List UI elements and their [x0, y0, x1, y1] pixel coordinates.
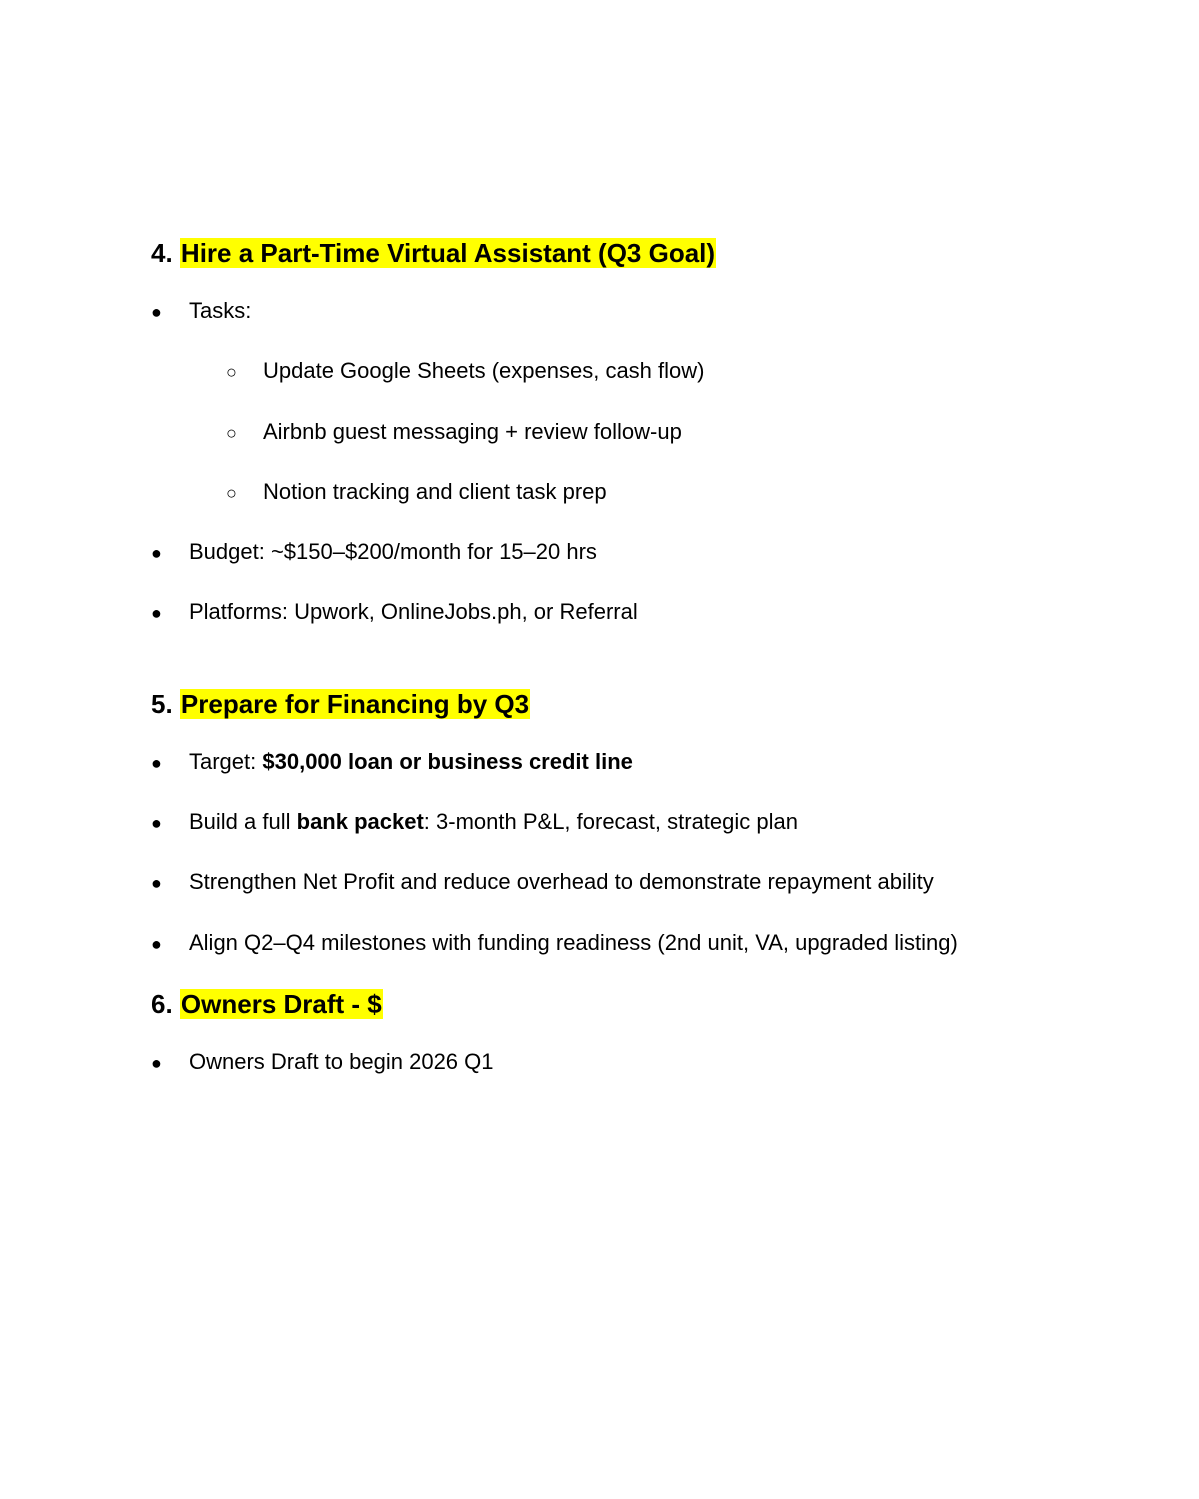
- list-item-text: Owners Draft to begin 2026 Q1: [189, 1049, 494, 1074]
- list-item: [151, 929, 958, 957]
- section-number: 5.: [151, 689, 173, 719]
- list-item: [151, 808, 798, 836]
- section-heading-6: [151, 988, 383, 1020]
- list-item: [151, 598, 638, 626]
- section-title: Owners Draft - $: [180, 989, 382, 1019]
- list-item-suffix: : 3-month P&L, forecast, strategic plan: [423, 809, 798, 834]
- list-item-text: Airbnb guest messaging + review follow-up: [263, 419, 682, 444]
- list-item-bold: $30,000 loan or business credit line: [262, 749, 633, 774]
- section-heading-4: [151, 237, 716, 269]
- bullet-icon: ●: [151, 873, 162, 893]
- list-item-text: Tasks:: [189, 298, 252, 323]
- section-number: 4.: [151, 238, 173, 268]
- list-item: [151, 748, 633, 776]
- list-item-text: Strengthen Net Profit and reduce overhead to demonstrate repayment ability: [189, 869, 934, 894]
- bullet-icon: ●: [151, 543, 162, 563]
- sub-list-item: [226, 478, 607, 506]
- list-item-text: Platforms: Upwork, OnlineJobs.ph, or Referral: [189, 599, 638, 624]
- section-title: Hire a Part-Time Virtual Assistant (Q3 Goal): [180, 238, 716, 268]
- bullet-icon: ●: [151, 753, 162, 773]
- list-item-text: Notion tracking and client task prep: [263, 479, 607, 504]
- section-heading-5: [151, 688, 530, 720]
- list-item: [151, 538, 597, 566]
- bullet-icon: ●: [151, 813, 162, 833]
- section-title: Prepare for Financing by Q3: [180, 689, 530, 719]
- sub-list-item: [226, 418, 682, 446]
- list-item-prefix: Target:: [189, 749, 263, 774]
- list-item-text: Budget: ~$150–$200/month for 15–20 hrs: [189, 539, 597, 564]
- bullet-icon: ●: [151, 934, 162, 954]
- list-item: [151, 868, 934, 896]
- sub-list-item: [226, 357, 705, 385]
- bullet-icon: ●: [151, 1053, 162, 1073]
- list-item-bold: bank packet: [296, 809, 424, 834]
- list-item: [151, 1048, 494, 1076]
- bullet-icon: ●: [151, 302, 162, 322]
- sub-bullet-icon: ○: [226, 423, 237, 443]
- list-item-prefix: Build a full: [189, 809, 297, 834]
- sub-bullet-icon: ○: [226, 362, 237, 382]
- list-item-text: Update Google Sheets (expenses, cash flow): [263, 358, 705, 383]
- section-number: 6.: [151, 989, 173, 1019]
- list-item: [151, 297, 252, 325]
- sub-bullet-icon: ○: [226, 483, 237, 503]
- list-item-text: Align Q2–Q4 milestones with funding readiness (2nd unit, VA, upgraded listing): [189, 930, 958, 955]
- bullet-icon: ●: [151, 603, 162, 623]
